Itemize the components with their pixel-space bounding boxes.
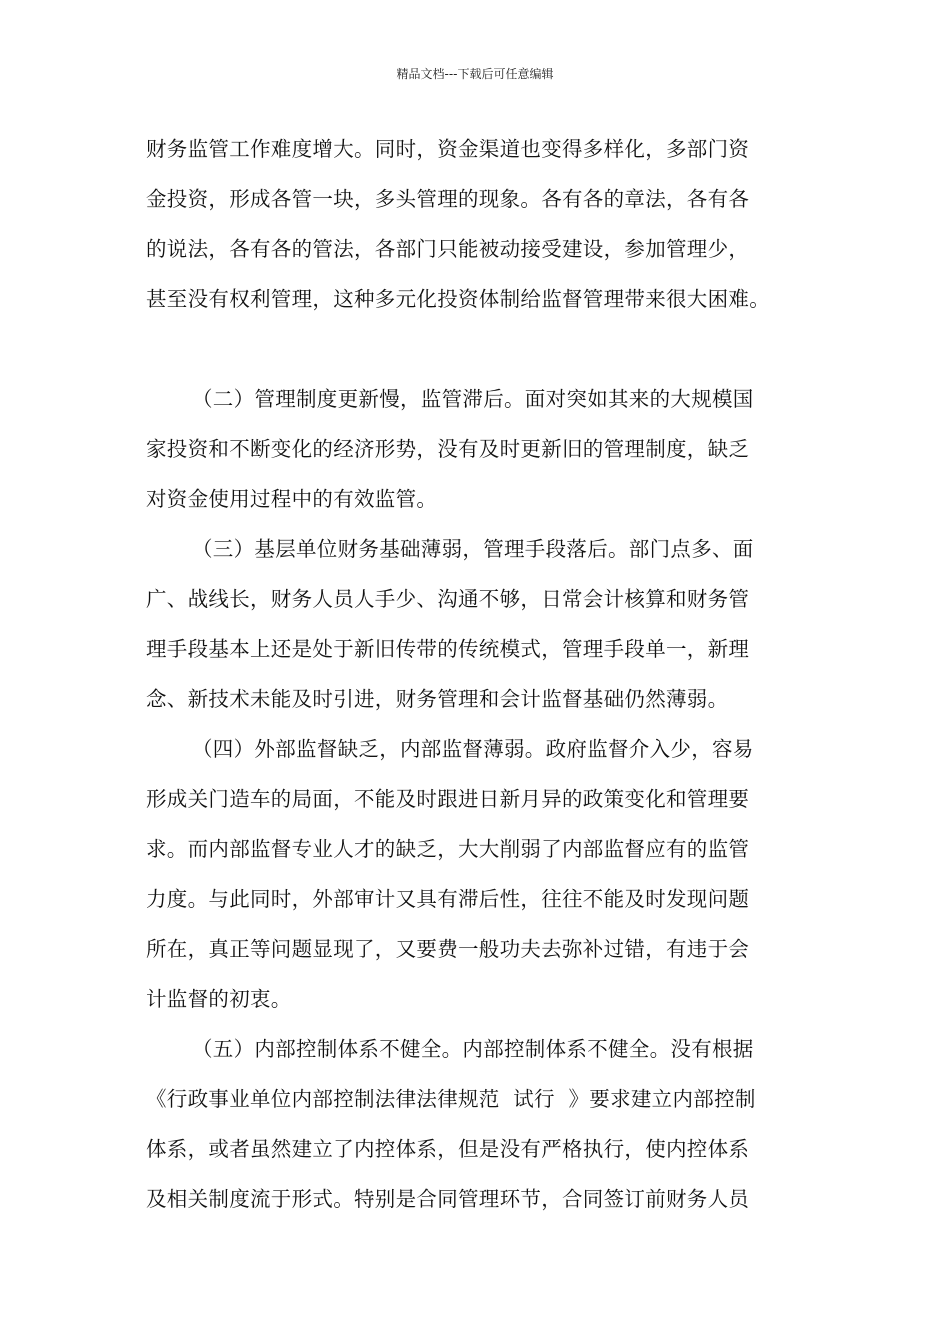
text-line: 家投资和不断变化的经济形势，没有及时更新旧的管理制度，缺乏 bbox=[146, 437, 750, 461]
text-line: 金投资，形成各管一块，多头管理的现象。各有各的章法，各有各 bbox=[146, 187, 750, 211]
text-line: （五）内部控制体系不健全。内部控制体系不健全。没有根据 bbox=[192, 1037, 754, 1061]
text-line: 求。而内部监督专业人才的缺乏，大大削弱了内部监督应有的监管 bbox=[146, 837, 750, 861]
page-header: 精品文档---下载后可任意编辑 bbox=[396, 67, 554, 81]
text-line: 形成关门造车的局面，不能及时跟进日新月异的政策变化和管理要 bbox=[146, 787, 750, 811]
text-line: 所在，真正等问题显现了，又要费一般功夫去弥补过错，有违于会 bbox=[146, 937, 750, 961]
text-line: 力度。与此同时，外部审计又具有滞后性，往往不能及时发现问题 bbox=[146, 887, 750, 911]
text-line: 甚至没有权利管理，这种多元化投资体制给监督管理带来很大困难。 bbox=[146, 287, 770, 311]
text-line: （四）外部监督缺乏，内部监督薄弱。政府监督介入少，容易 bbox=[192, 737, 754, 761]
text-line: 及相关制度流于形式。特别是合同管理环节，合同签订前财务人员 bbox=[146, 1187, 750, 1211]
text-line: 的说法，各有各的管法，各部门只能被动接受建设，参加管理少， bbox=[146, 237, 750, 261]
text-line: （三）基层单位财务基础薄弱，管理手段落后。部门点多、面 bbox=[192, 537, 754, 561]
text-line: 理手段基本上还是处于新旧传带的传统模式，管理手段单一，新理 bbox=[146, 637, 750, 661]
text-line: （二）管理制度更新慢，监管滞后。面对突如其来的大规模国 bbox=[192, 387, 754, 411]
text-line: 体系，或者虽然建立了内控体系，但是没有严格执行，使内控体系 bbox=[146, 1137, 750, 1161]
text-line: 对资金使用过程中的有效监管。 bbox=[146, 487, 438, 511]
text-line: 《行政事业单位内部控制法律法律规范 试行 》要求建立内部控制 bbox=[146, 1087, 756, 1111]
text-line: 念、新技术未能及时引进，财务管理和会计监督基础仍然薄弱。 bbox=[146, 687, 729, 711]
text-line: 广、战线长，财务人员人手少、沟通不够，日常会计核算和财务管 bbox=[146, 587, 750, 611]
text-line: 计监督的初衷。 bbox=[146, 987, 292, 1011]
text-line: 财务监管工作难度增大。同时，资金渠道也变得多样化，多部门资 bbox=[146, 137, 750, 161]
